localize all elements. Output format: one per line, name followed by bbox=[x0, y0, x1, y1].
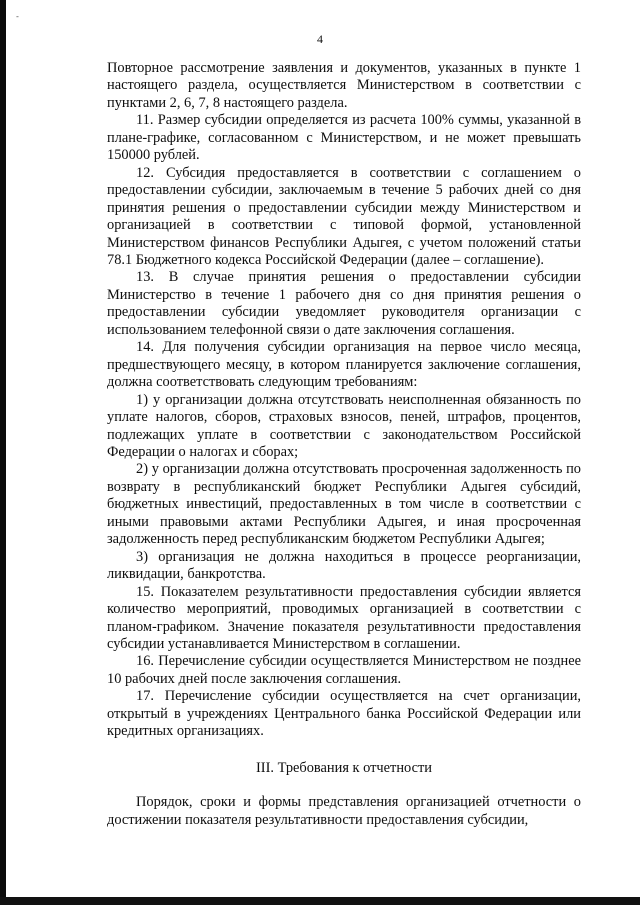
paragraph: 15. Показателем результативности предоставления субсидии является количество мероприятий, проводимых организацией в соответствии с планом-графиком. Значение показателя результативности предоставления субсидии устанавливается Министерством в соглашении. bbox=[107, 583, 581, 652]
paragraph: 12. Субсидия предоставляется в соответствии с соглашением о предоставлении субсидии, заключаемым в течение 5 рабочих дней со дня принятия решения о предоставлении субсидии между Министерством и организацией в соответствии с типовой формой, установленной Министерством финансов Республики Адыгея, с учетом положений статьи 78.1 Бюджетного кодекса Российской Федерации (далее – соглашение). bbox=[107, 164, 581, 268]
section-heading: III. Требования к отчетности bbox=[256, 759, 432, 776]
scan-edge-left bbox=[0, 0, 6, 905]
paragraph: Порядок, сроки и формы представления организацией отчетности о достижении показателя результативности предоставления субсидии, bbox=[107, 794, 581, 828]
paragraph: 14. Для получения субсидии организация на первое число месяца, предшествующего месяцу, в котором планируется заключение соглашения, должна соответствовать следующим требованиям: bbox=[107, 339, 581, 391]
paragraphs-top bbox=[107, 60, 581, 741]
paragraph: Повторное рассмотрение заявления и документов, указанных в пункте 1 настоящего раздела, осуществляется Министерством в соответствии с пунктами 2, 6, 7, 8 настоящего раздела. bbox=[107, 60, 581, 111]
document-body bbox=[107, 60, 581, 829]
paragraph: 11. Размер субсидии определяется из расчета 100% суммы, указанной в плане-графике, согласованном с Министерством, и не может превышать 150000 рублей. bbox=[107, 112, 581, 164]
paragraph: 1) у организации должна отсутствовать неисполненная обязанность по уплате налогов, сборов, страховых взносов, пеней, штрафов, процентов, подлежащих уплате в соответствии с законодательством Российской Федерации о налогах и сборах; bbox=[107, 391, 581, 460]
paragraph: 17. Перечисление субсидии осуществляется на счет организации, открытый в учреждениях Центрального банка Российской Федерации или кредитных организациях. bbox=[107, 688, 581, 740]
scan-mark: - bbox=[16, 12, 19, 21]
paragraph: 3) организация не должна находиться в процессе реорганизации, ликвидации, банкротства. bbox=[107, 548, 581, 583]
page-number: 4 bbox=[317, 32, 323, 46]
paragraph: 16. Перечисление субсидии осуществляется Министерством не позднее 10 рабочих дней после заключения соглашения. bbox=[107, 653, 581, 687]
paragraphs-bottom bbox=[107, 794, 581, 829]
paragraph: 13. В случае принятия решения о предоставлении субсидии Министерство в течение 1 рабочего дня со дня принятия решения о предоставлении субсидии уведомляет руководителя организации с использованием телефонной связи о дате заключения соглашения. bbox=[107, 269, 581, 338]
scan-edge-bottom bbox=[0, 897, 640, 905]
paragraph: 2) у организации должна отсутствовать просроченная задолженность по возврату в республиканский бюджет Республики Адыгея субсидий, бюджетных инвестиций, предоставленных в том числе в соответствии с иными правовыми актами Республики Адыгея, и иная просроченная задолженность перед республиканским бюджетом Республики Адыгея; bbox=[107, 461, 581, 548]
